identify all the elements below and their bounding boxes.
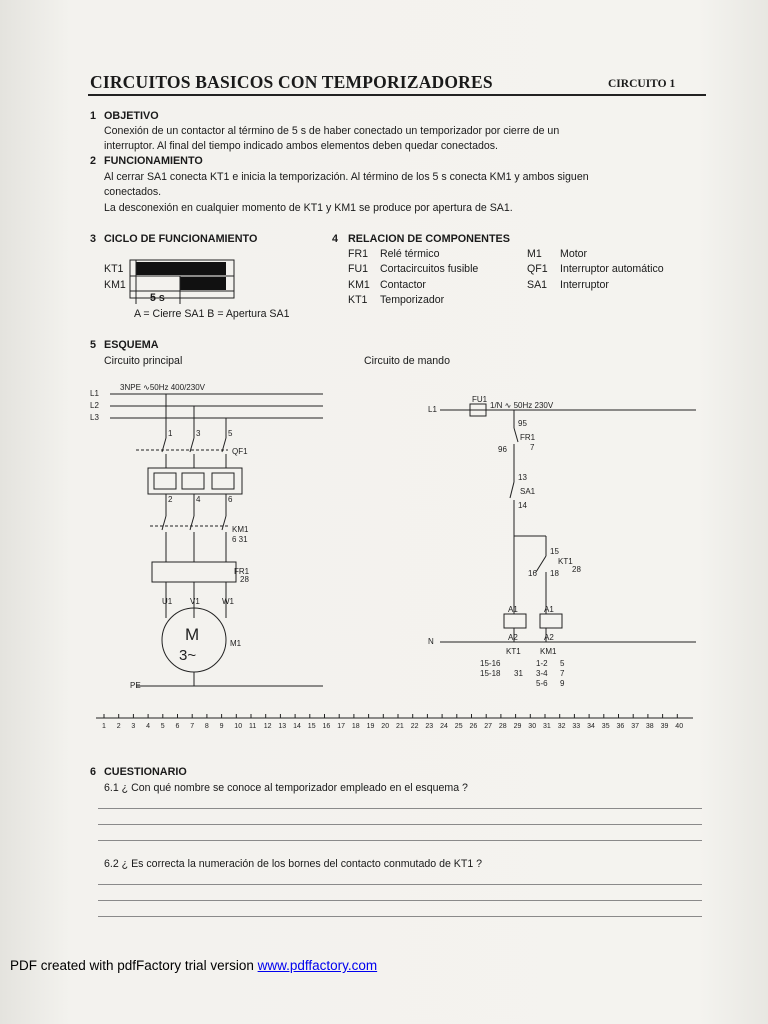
ruler-tick-label: 5 <box>160 723 165 730</box>
ruler-tick-label: 13 <box>278 723 287 730</box>
ruler-tick-label: 39 <box>660 723 669 730</box>
component-code: KM1 <box>348 279 370 291</box>
section-5-number: 5 <box>90 339 97 351</box>
section-1-number: 1 <box>90 110 97 122</box>
ruler-tick-label: 38 <box>645 723 654 730</box>
terminal-3: 3 <box>196 429 201 438</box>
pdf-footer <box>10 958 377 973</box>
ruler-tick-label: 26 <box>469 723 478 730</box>
ruler-tick-label: 21 <box>396 723 404 730</box>
section-3-heading: CICLO DE FUNCIONAMIENTO <box>104 233 258 245</box>
component-code: FR1 <box>348 248 369 260</box>
ruler-tick-label: 36 <box>616 723 625 730</box>
answer-line[interactable] <box>98 916 702 917</box>
kt1-ref-28: 28 <box>572 565 581 574</box>
title-rule <box>88 94 706 96</box>
km1-contact-ref: 3-4 <box>536 669 548 678</box>
section-1-line-1: Conexión de un contactor al término de 5 s de haber conectado un temporizador por cierre de un <box>104 125 560 137</box>
kt1-contact-page: 31 <box>514 669 523 678</box>
timing-diagram <box>128 256 240 308</box>
km1-on-bar <box>180 277 226 290</box>
section-4-number: 4 <box>332 233 339 245</box>
footer-text: PDF created with pdfFactory trial version <box>10 958 258 973</box>
answer-line[interactable] <box>98 884 702 885</box>
section-3-number: 3 <box>90 233 97 245</box>
circuit-number: CIRCUITO 1 <box>608 78 676 90</box>
terminal-1: 1 <box>168 429 173 438</box>
ruler-tick-label: 2 <box>116 723 121 730</box>
ruler-tick-label: 32 <box>557 723 566 730</box>
ruler-tick-label: 10 <box>234 723 243 730</box>
cycle-row-kt1-label: KT1 <box>104 263 124 275</box>
component-desc: Contactor <box>380 279 426 291</box>
km1-a1: A1 <box>544 605 554 614</box>
answer-line[interactable] <box>98 824 702 825</box>
ruler-tick-label: 9 <box>219 723 224 730</box>
motor-symbol-m: M <box>185 625 200 644</box>
ruler-tick-label: 14 <box>293 723 301 730</box>
kt1-a1: A1 <box>508 605 518 614</box>
ruler-tick-label: 29 <box>513 723 522 730</box>
section-1-heading: OBJETIVO <box>104 110 159 122</box>
terminal-6: 6 <box>228 495 233 504</box>
ruler-tick-label: 34 <box>587 723 595 730</box>
fr1-number: 28 <box>240 575 249 584</box>
motor-symbol-3phase: 3~ <box>179 647 197 664</box>
question-6-2: 6.2 ¿ Es correcta la numeración de los bornes del contacto conmutado de KT1 ? <box>104 858 483 870</box>
terminal-16: 16 <box>528 569 537 578</box>
sa1-label: SA1 <box>520 487 536 496</box>
fu1-label: FU1 <box>472 395 488 404</box>
ruler-tick-label: 40 <box>675 723 684 730</box>
terminal-v1: V1 <box>190 597 200 606</box>
km1-contact-page: 9 <box>560 679 565 688</box>
ruler-tick-label: 24 <box>440 723 448 730</box>
terminal-96: 96 <box>498 445 507 454</box>
ruler-tick-label: 28 <box>498 723 507 730</box>
section-6-number: 6 <box>90 766 97 778</box>
fr1-label: FR1 <box>234 567 250 576</box>
section-6-heading: CUESTIONARIO <box>104 766 187 778</box>
component-desc: Interruptor automático <box>560 263 664 275</box>
kt1-contact-ref: 15-16 <box>480 659 501 668</box>
ruler-tick-label: 15 <box>307 723 316 730</box>
ruler-tick-label: 35 <box>601 723 610 730</box>
control-circuit-caption: Circuito de mando <box>364 355 450 367</box>
section-5-heading: ESQUEMA <box>104 339 159 351</box>
km1-contact-page: 5 <box>560 659 565 668</box>
answer-line[interactable] <box>98 900 702 901</box>
kt1-on-bar <box>136 262 226 275</box>
ctrl-l1-label: L1 <box>428 405 437 414</box>
terminal-u1: U1 <box>162 597 173 606</box>
phase-l1-label: L1 <box>90 389 99 398</box>
km1-a2: A2 <box>544 633 554 642</box>
fr1-ref-7: 7 <box>530 443 535 452</box>
neutral-label: N <box>428 637 434 646</box>
terminal-4: 4 <box>196 495 201 504</box>
ruler-tick-label: 22 <box>410 723 419 730</box>
km1-contact-ref: 1-2 <box>536 659 548 668</box>
kt1-a2: A2 <box>508 633 518 642</box>
component-desc: Cortacircuitos fusible <box>380 263 479 275</box>
ruler-tick-label: 20 <box>381 723 390 730</box>
ruler-tick-label: 37 <box>631 723 639 730</box>
section-2-heading: FUNCIONAMIENTO <box>104 155 203 167</box>
terminal-18: 18 <box>550 569 559 578</box>
main-circuit-caption: Circuito principal <box>104 355 183 367</box>
cycle-time-label: 5 s <box>150 292 165 304</box>
km1-aux-label: 6 31 <box>232 535 248 544</box>
answer-line[interactable] <box>98 840 702 841</box>
component-code: FU1 <box>348 263 369 275</box>
page-title: CIRCUITOS BASICOS CON TEMPORIZADORES <box>90 72 493 92</box>
kt1-contact-ref: 15-18 <box>480 669 501 678</box>
ruler-tick-label: 33 <box>572 723 581 730</box>
kt1-coil-label: KT1 <box>506 647 521 656</box>
ruler-tick-label: 8 <box>204 723 209 730</box>
section-2-line-1: Al cerrar SA1 conecta KT1 e inicia la temporización. Al término de los 5 s conecta KM1 y ambos siguen <box>104 171 589 183</box>
component-desc: Temporizador <box>380 294 445 306</box>
ruler-tick-label: 3 <box>131 723 136 730</box>
wiring-schematic <box>88 378 708 738</box>
cycle-legend: A = Cierre SA1 B = Apertura SA1 <box>134 308 290 320</box>
section-4-heading: RELACION DE COMPONENTES <box>348 233 510 245</box>
ruler-tick-label: 17 <box>337 723 345 730</box>
cycle-row-km1-label: KM1 <box>104 279 126 291</box>
component-code: SA1 <box>527 279 548 291</box>
component-code: QF1 <box>527 263 548 275</box>
section-2-line-2: conectados. <box>104 186 162 198</box>
footer-link[interactable]: www.pdffactory.com <box>257 958 378 973</box>
ruler-tick-label: 12 <box>263 723 272 730</box>
terminal-95: 95 <box>518 419 527 428</box>
question-6-1: 6.1 ¿ Con qué nombre se conoce al temporizador empleado en el esquema ? <box>104 782 468 794</box>
phase-l2-label: L2 <box>90 401 99 410</box>
km1-contact-label: KM1 <box>232 525 249 534</box>
answer-line[interactable] <box>98 808 702 809</box>
component-desc: Relé térmico <box>380 248 440 260</box>
qf1-label: QF1 <box>232 447 248 456</box>
main-supply-label: 3NPE ∿50Hz 400/230V <box>120 383 205 392</box>
fr1-ctrl-label: FR1 <box>520 433 536 442</box>
terminal-5: 5 <box>228 429 233 438</box>
terminal-2: 2 <box>168 495 173 504</box>
terminal-15: 15 <box>550 547 559 556</box>
motor-m1-label: M1 <box>230 639 242 648</box>
component-code: M1 <box>527 248 542 260</box>
ruler-tick-label: 11 <box>249 723 257 730</box>
km1-contact-ref: 5-6 <box>536 679 548 688</box>
pe-label: PE <box>130 681 141 690</box>
section-1-line-2: interruptor. Al final del tiempo indicado ambos elementos deben quedar conectados. <box>104 140 498 152</box>
ruler-tick-label: 31 <box>543 723 551 730</box>
ctrl-supply-label: 1/N ∿ 50Hz 230V <box>490 401 554 410</box>
phase-l3-label: L3 <box>90 413 99 422</box>
ruler-tick-label: 7 <box>190 723 195 730</box>
km1-coil-label: KM1 <box>540 647 557 656</box>
ruler-tick-label: 18 <box>351 723 360 730</box>
ruler-tick-label: 4 <box>146 723 151 730</box>
terminal-w1: W1 <box>222 597 234 606</box>
ruler-tick-label: 23 <box>425 723 434 730</box>
terminal-14: 14 <box>518 501 527 510</box>
component-desc: Interruptor <box>560 279 609 291</box>
component-desc: Motor <box>560 248 588 260</box>
ruler-tick-label: 1 <box>102 723 106 730</box>
terminal-13: 13 <box>518 473 527 482</box>
ruler-tick-label: 30 <box>528 723 537 730</box>
section-2-number: 2 <box>90 155 97 167</box>
ruler-tick-label: 19 <box>366 723 375 730</box>
ruler-tick-label: 6 <box>175 723 180 730</box>
kt1-contact-label: KT1 <box>558 557 573 566</box>
section-2-line-3: La desconexión en cualquier momento de KT1 y KM1 se produce por apertura de SA1. <box>104 202 513 214</box>
km1-contact-page: 7 <box>560 669 565 678</box>
ruler-tick-label: 27 <box>484 723 492 730</box>
ruler-tick-label: 25 <box>454 723 463 730</box>
component-code: KT1 <box>348 294 368 306</box>
ruler-tick-label: 16 <box>322 723 331 730</box>
